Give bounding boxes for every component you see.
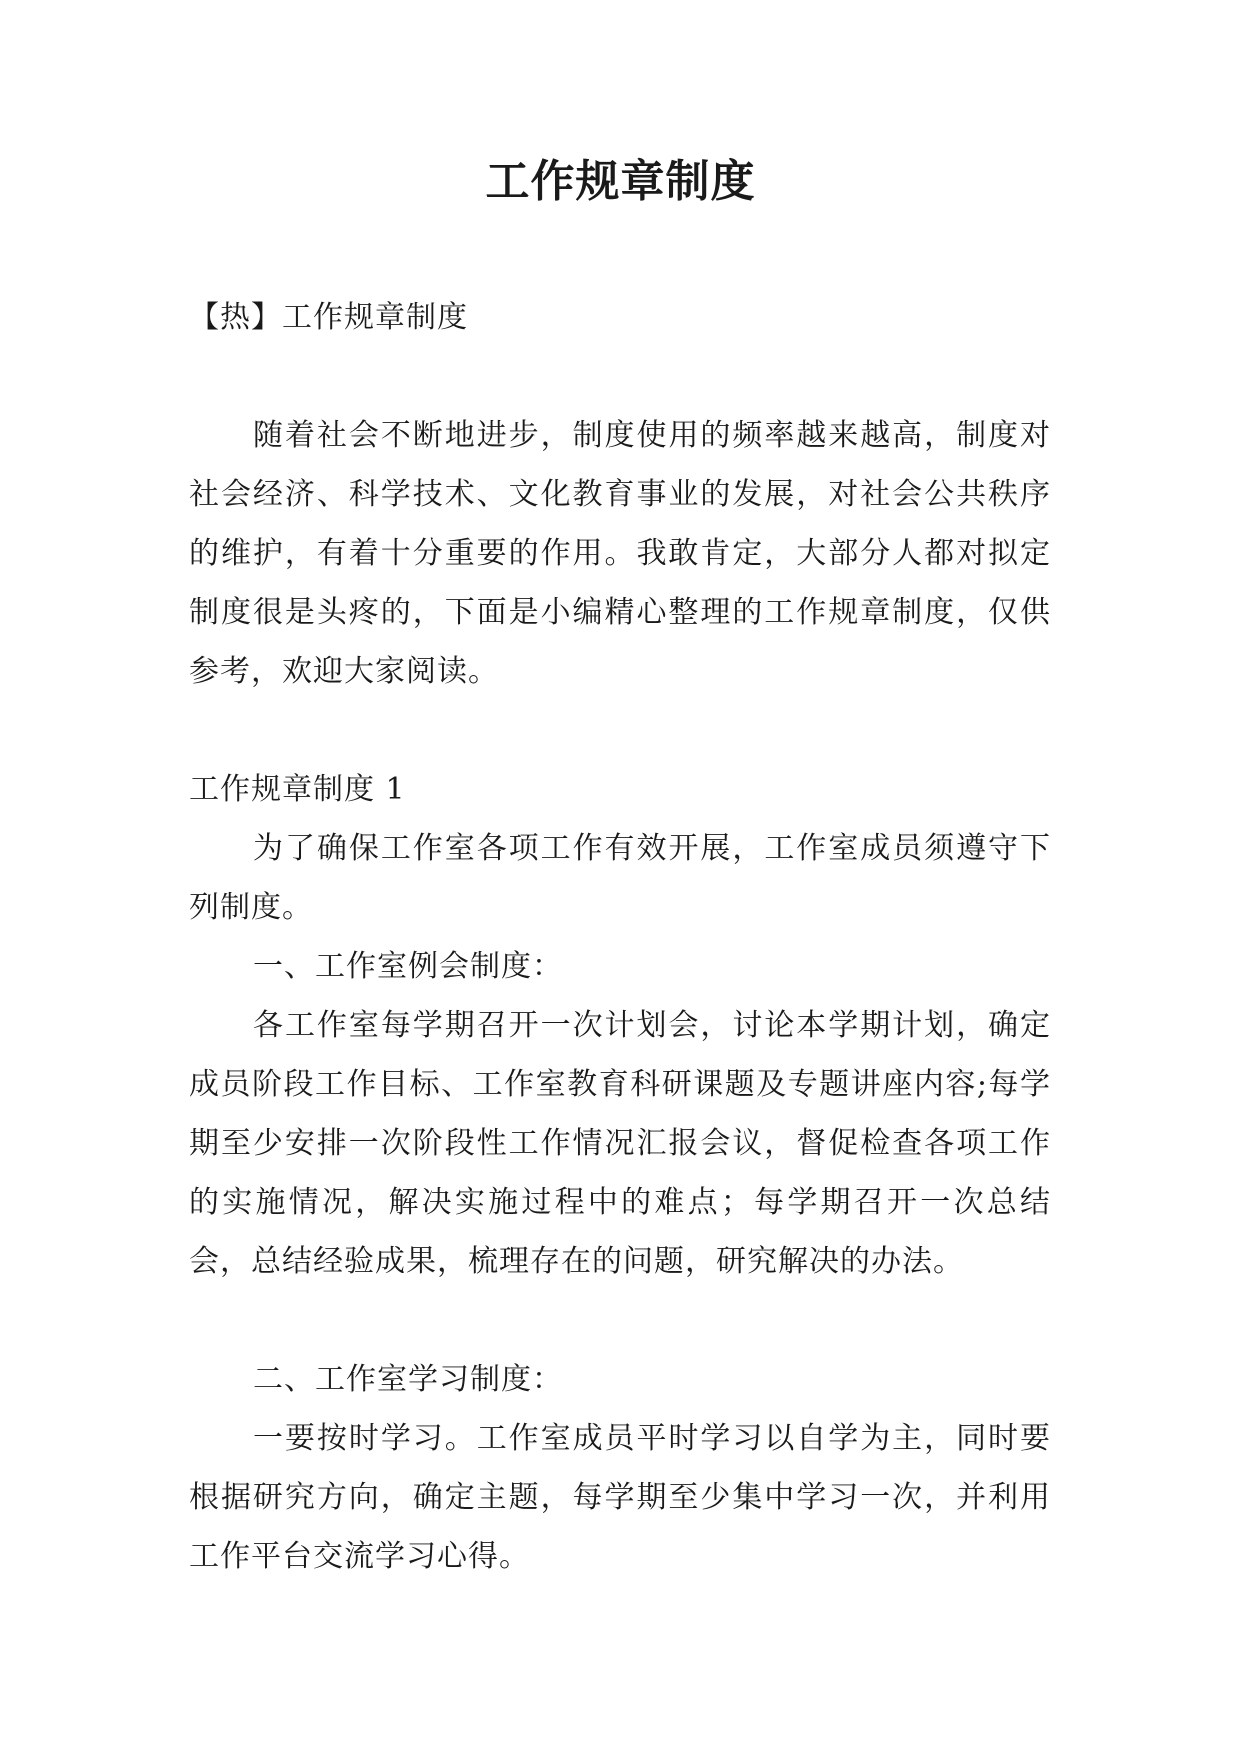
section-heading: 工作规章制度 1 bbox=[189, 772, 406, 807]
document-title: 工作规章制度 bbox=[485, 156, 756, 207]
meeting-rules-heading: 一、工作室例会制度： bbox=[253, 949, 563, 984]
intro-paragraph: 随着社会不断地进步，制度使用的频率越来越高，制度对社会经济、科学技术、文化教育事业的发展，对社会公共秩序的维护，有着十分重要的作用。我敢肯定，大部分人都对拟定制度很是头疼的，下面是小编精心整理的工作规章制度，仅供参考，欢迎大家阅读。 bbox=[189, 418, 1051, 689]
study-rules-paragraph: 一要按时学习。工作室成员平时学习以自学为主，同时要根据研究方向，确定主题，每学期至少集中学习一次，并利用工作平台交流学习心得。 bbox=[189, 1421, 1051, 1574]
meeting-rules-paragraph: 各工作室每学期召开一次计划会，讨论本学期计划，确定成员阶段工作目标、工作室教育科研课题及专题讲座内容;每学期至少安排一次阶段性工作情况汇报会议，督促检查各项工作的实施情况，解决实施过程中的难点；每学期召开一次总结会，总结经验成果，梳理存在的问题，研究解决的办法。 bbox=[189, 1008, 1051, 1279]
study-rules-heading: 二、工作室学习制度： bbox=[253, 1362, 563, 1397]
document-subtitle: 【热】工作规章制度 bbox=[189, 300, 468, 335]
preface-paragraph: 为了确保工作室各项工作有效开展，工作室成员须遵守下列制度。 bbox=[189, 831, 1051, 925]
